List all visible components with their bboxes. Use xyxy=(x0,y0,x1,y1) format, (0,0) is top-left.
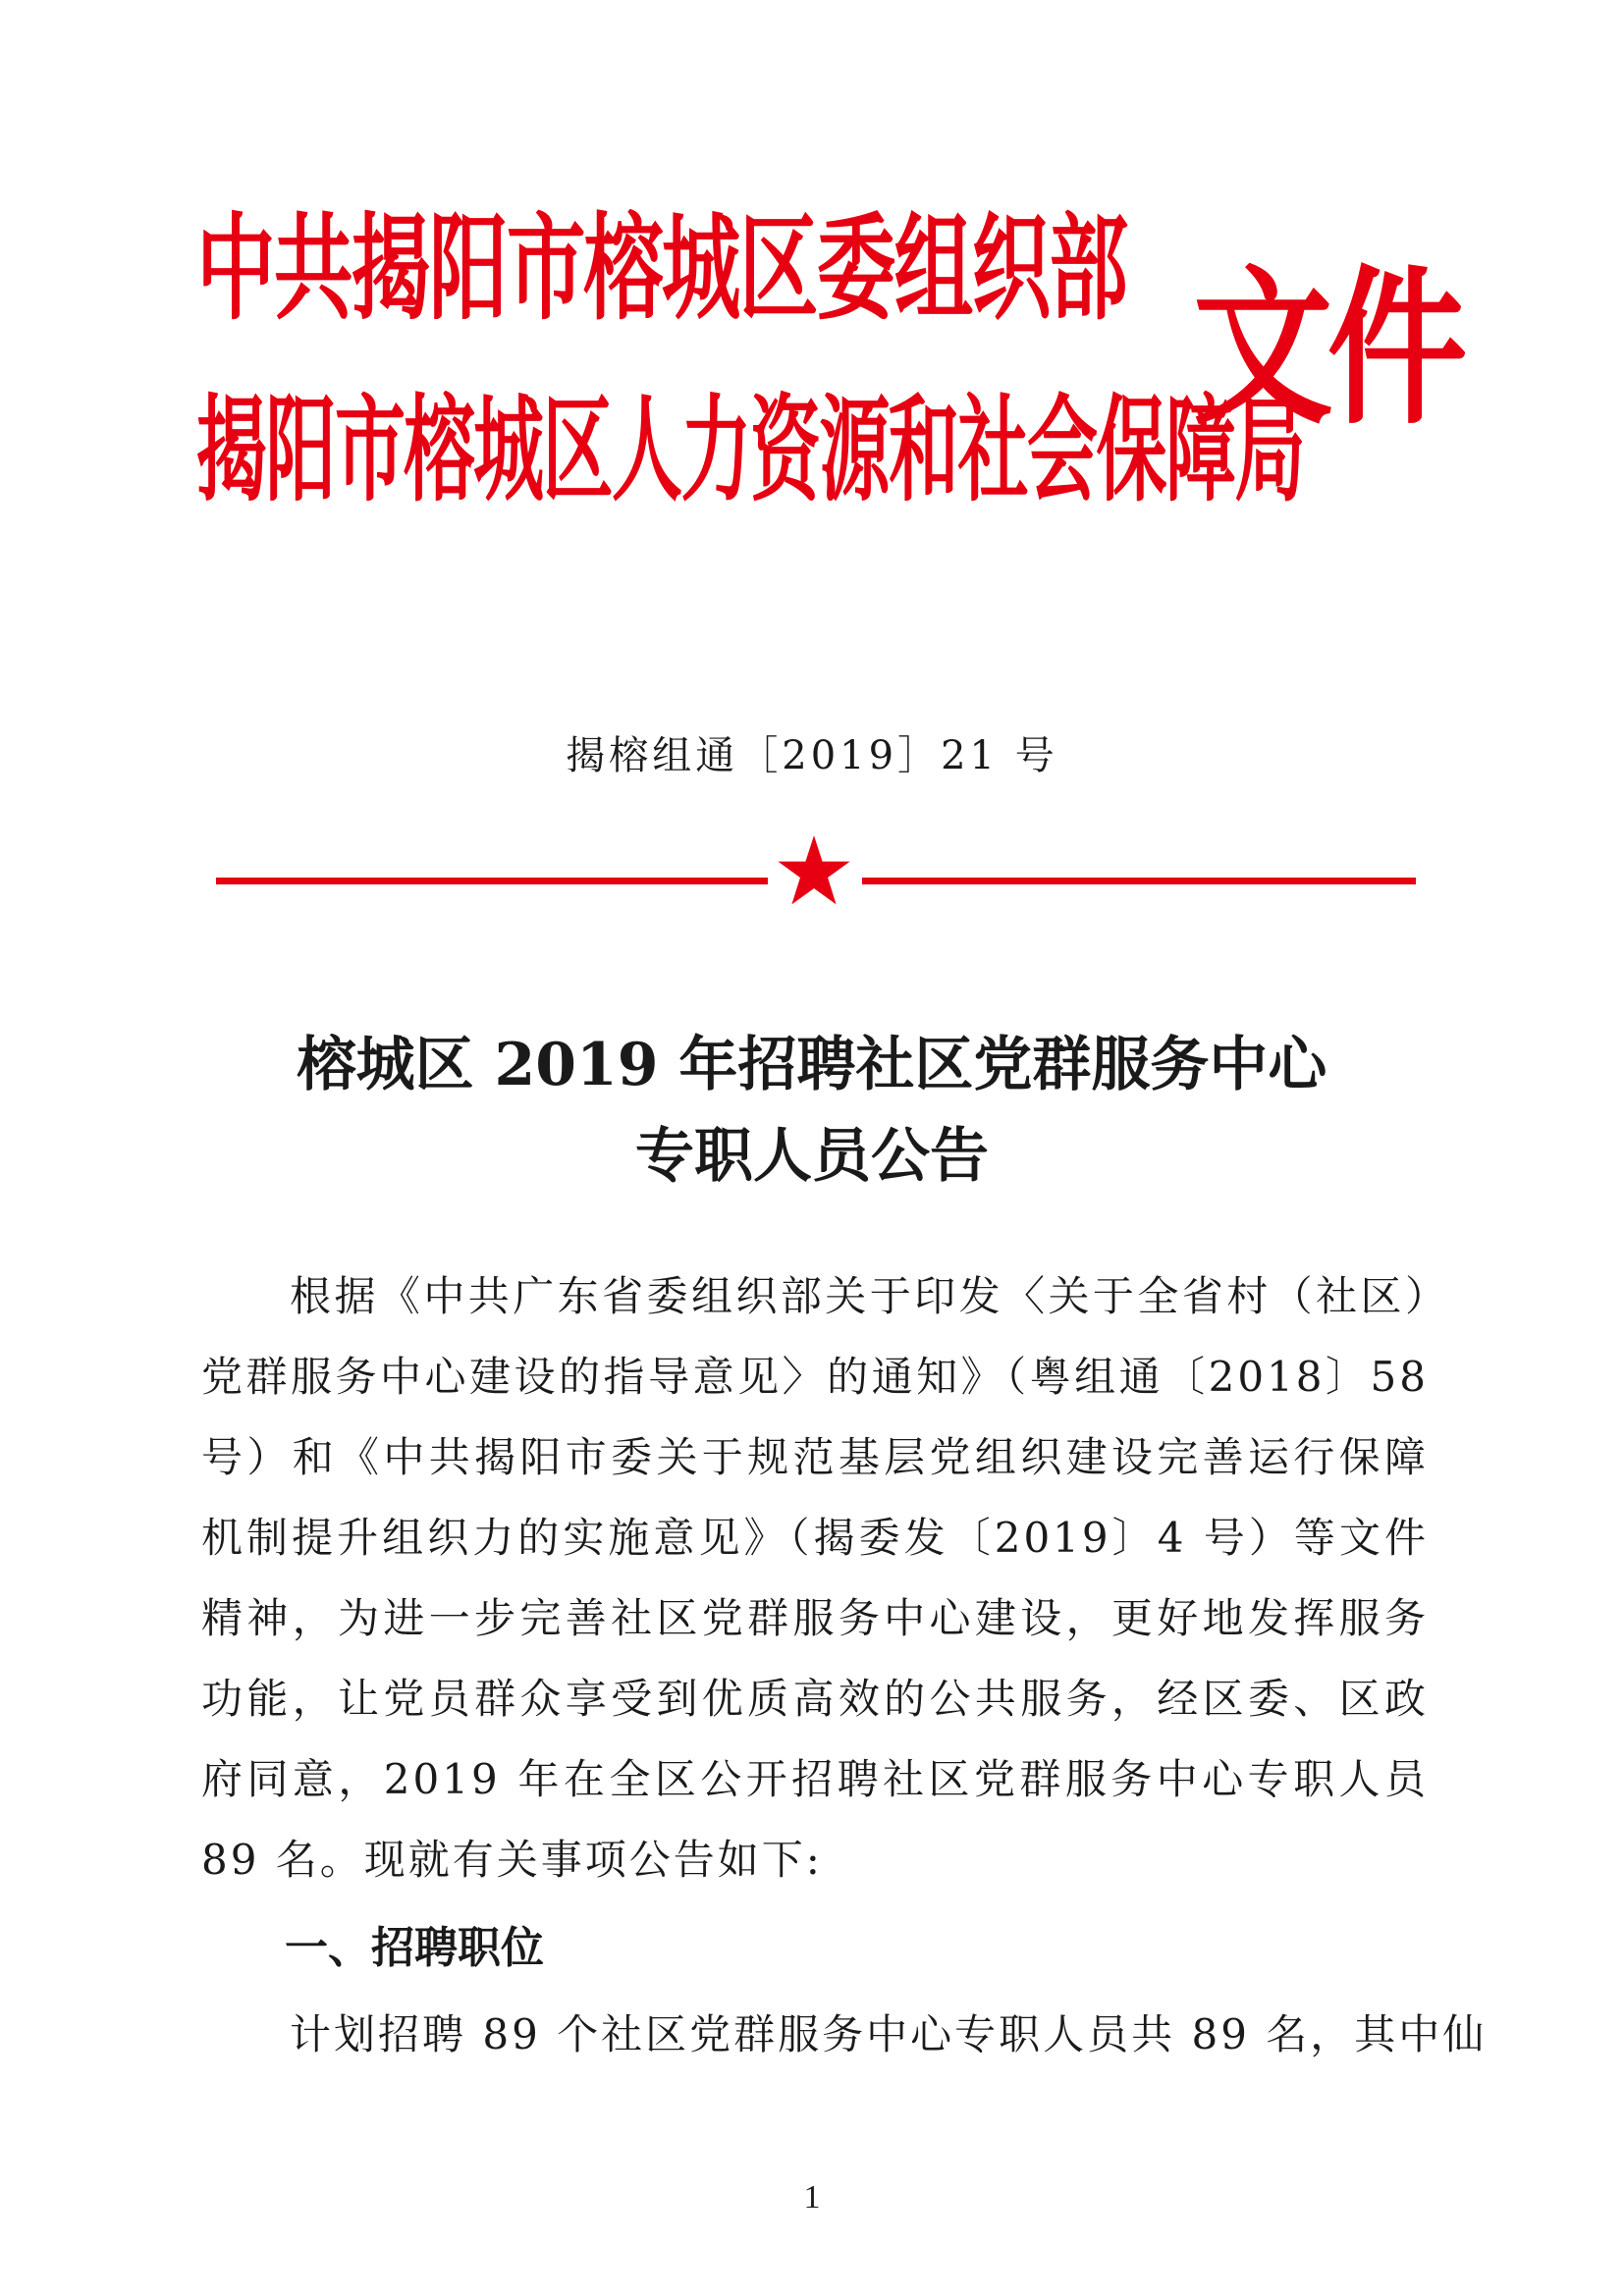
announcement-title-line-1: 榕城区 2019 年招聘社区党群服务中心 xyxy=(297,1031,1327,1099)
star-icon xyxy=(776,832,852,909)
announcement-title-line-2: 专职人员公告 xyxy=(635,1122,989,1191)
page-number: 1 xyxy=(803,2179,821,2216)
issuing-org-line-1: 中共揭阳市榕城区委组织部 xyxy=(196,201,1127,336)
document-number: 揭榕组通［2019］21 号 xyxy=(566,733,1058,778)
divider-line-right xyxy=(862,878,1416,884)
divider-line-left xyxy=(216,878,768,884)
document-type-label: 文件 xyxy=(1193,251,1462,449)
issuing-org-line-2: 揭阳市榕城区人力资源和社会保障局 xyxy=(196,383,1304,517)
body-paragraph-2: 计划招聘 89 个社区党群服务中心专职人员共 89 名，其中仙 xyxy=(290,2010,1488,2058)
body-paragraph-1: 根据《中共广东省委组织部关于印发〈关于全省村（社区）党群服务中心建设的指导意见〉的通知》（粤组通〔2018〕58 号）和《中共揭阳市委关于规范基层党组织建设完善运行保障机制提升组织力的实施意见》（揭委发〔2019〕4 号）等文件精神，为进一步完善社区党群服务中心建设，更好地发挥服务功能，让党员群众享受到优质高效的公共服务，经区委、区政府同意，2019 年在全区公开招聘社区党群服务中心专职人员 89 名。现就有关事项公告如下: xyxy=(201,1272,1429,1884)
section-heading-positions: 一、招聘职位 xyxy=(285,1923,544,1973)
